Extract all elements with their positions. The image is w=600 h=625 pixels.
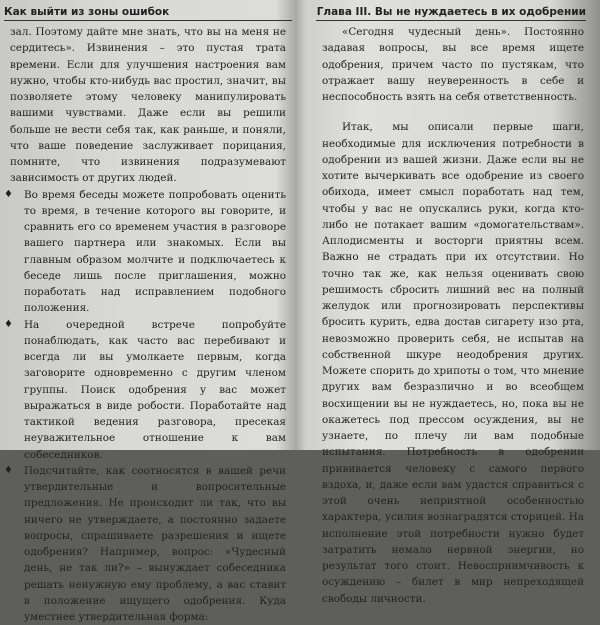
left-page bbox=[0, 0, 296, 623]
bullet-text: На очередной встрече попробуйте понаблюдать, как часто вас перебивают и всегда ли вы умолкаете первым, когда заговорите одновременно с другим членом группы. Поиск одобрения у вас может выражаться в виде робости. Поработайте над тактикой ведения разговора, пресекая неуважительное отношение к вам собеседников. bbox=[24, 318, 286, 461]
bullet-text: Подсчитайте, как соотносятся в вашей речи утвердительные и вопросительные предложения. Не происходит ли так, что вы ничего не утверждаете, а постоянно задаете вопросы, спрашиваете разрешения и ищете одобрения? Например, вопрос: «Чудесный день, не так ли?» – вынуждает собеседника решать ненужную ему проблему, а вас ставит в положение ищущего одобрения. Куда уместнее утвердительная форма: bbox=[24, 464, 286, 623]
bullet-item bbox=[4, 463, 286, 625]
bullet-text: Во время беседы можете попробовать оценить то время, в течение которого вы говорите, и сравнить его со временем участия в разговоре вашего партнера или знакомых. Если вы главным образом молчите и подключаетесь к беседе лишь после приглашения, можно поработать над исправлением подобного положения. bbox=[24, 188, 286, 315]
left-header-rule bbox=[4, 20, 292, 21]
right-continuation-paragraph: «Сегодня чудесный день». Постоянно задавая вопросы, вы все время ищете одобрения, причем часто по пустякам, что отражает вашу неуверенность в себе и неспособность взять на себя ответственность. bbox=[322, 26, 584, 103]
left-continuation-paragraph: зал. Поэтому дайте мне знать, что вы на меня не сердитесь». Извинения – это пустая трата времени. Если для улучшения настроения вам нужно, чтобы кто-нибудь вас простил, значит, вы позволяете этому человеку манипулировать вашими чувствами. Даже если вы решили больше не вести себя так, как раньше, и поняли, что ваше поведение заслуживает порицания, помните, что извинения подразумевают зависимость от других людей. bbox=[10, 26, 286, 185]
paragraph-gap bbox=[322, 105, 584, 119]
right-header-rule bbox=[316, 20, 586, 21]
right-running-header: Глава III. Вы не нуждаетесь в их одобрении bbox=[316, 6, 586, 18]
right-page bbox=[302, 0, 600, 605]
left-running-header: Как выйти из зоны ошибок bbox=[4, 6, 170, 18]
right-main-paragraph: Итак, мы описали первые шаги, необходимые для исключения потребности в одобрении из вашей жизни. Даже если вы не хотите вычеркивать все одобрение из своего обихода, имеет смысл поработать над тем, чтобы у вас не опускались руки, когда кто-либо не потакает вашим «домогательствам». Аплодисменты и восторги приятны всем. Важно не страдать при их отсутствии. Но точно так же, как нельзя оценивать свою решимость сбросить лишний вес на полный желудок или прогнозировать перспективы бросить курить, едва достав сигарету изо рта, невозможно проверить себя, не испытав на собственной шкуре неодобрения других. Можете спорить до хрипоты о том, что мнение других вам безразлично и во всеобщем восхищении вы не нуждаетесь, но, пока вы не окажетесь под прессом осуждения, вы не узнаете, по плечу ли вам подобные испытания. Потребность в одобрении прививается человеку с самого первого вздоха, и, даже если вам удастся справиться с этой очень неприятной особенностью характера, усилия вознаградятся сторицей. На исполнение этой потребности нужно будет затратить немало нервной энергии, но результат того стоит. Невосприимчивость к осуждению – билет в мир непреходящей свободы личности. bbox=[322, 121, 584, 605]
diamond-bullet-icon: ♦ bbox=[4, 188, 13, 200]
left-page-text bbox=[4, 24, 286, 625]
diamond-bullet-icon: ♦ bbox=[4, 464, 13, 476]
bullet-item bbox=[4, 317, 286, 463]
right-page-text bbox=[322, 24, 584, 607]
bullet-item bbox=[4, 187, 286, 317]
diamond-bullet-icon: ♦ bbox=[4, 318, 13, 330]
